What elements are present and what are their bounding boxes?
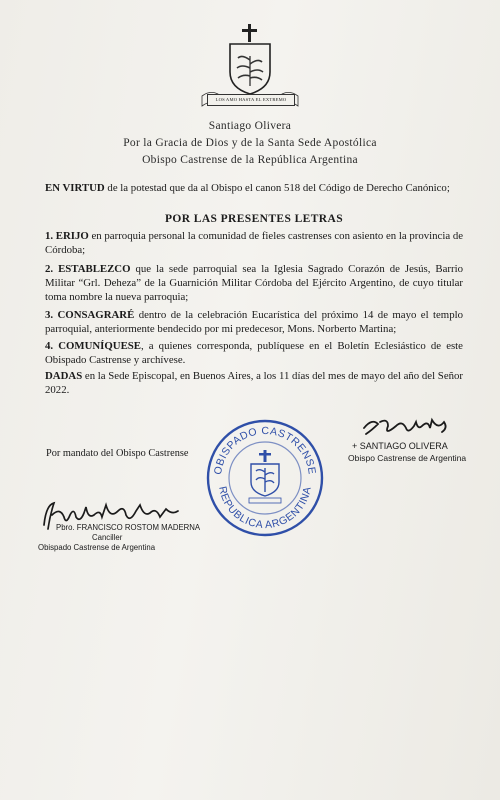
item-lead: 1. ERIJO	[45, 230, 89, 242]
intro-text: de la potestad que da al Obispo el canon 518 del Código de Derecho Canónico;	[104, 182, 450, 194]
seal-bottom-text: REPUBLICA ARGENTINA	[216, 485, 314, 532]
item-lead: 3. CONSAGRARÉ	[45, 309, 135, 321]
official-seal-icon	[205, 418, 325, 538]
item-text: en parroquia personal la comunidad de fieles castrenses con asiento en la provincia de Córdoba;	[45, 230, 464, 256]
decree-item-4	[45, 339, 463, 367]
decree-item-3	[45, 308, 463, 336]
closing-paragraph	[45, 369, 463, 397]
bishop-title-line: Por la Gracia de Dios y de la Santa Sede Apostólica	[123, 137, 377, 149]
seal-top-text: OBISPADO CASTRENSE	[212, 424, 318, 476]
bishop-name: Santiago Olivera	[208, 120, 292, 132]
section-title: POR LAS PRESENTES LETRAS	[165, 213, 343, 225]
closing-text: en la Sede Episcopal, en Buenos Aires, a los 11 días del mes de mayo del año del Señor 2022.	[45, 370, 463, 396]
decree-item-1	[45, 229, 463, 257]
decree-item-2	[45, 262, 463, 304]
intro-lead: EN VIRTUD	[45, 182, 105, 194]
intro-paragraph	[45, 181, 463, 195]
bishop-signature-name: + SANTIAGO OLIVERA	[352, 441, 448, 451]
chancellor-role: Canciller	[92, 533, 123, 542]
bishop-signature-title: Obispo Castrense de Argentina	[348, 453, 467, 463]
closing-lead: DADAS	[45, 370, 83, 382]
item-text: que la sede parroquial sea la Iglesia Sagrado Corazón de Jesús, Barrio Militar “Grl. Deheza” de la Guarnición Militar Córdoba del Ejército Argentino, de cuyo titular toma nombre la nueva parroquia;	[45, 263, 463, 303]
crest-motto-ribbon: LOS AMO HASTA EL EXTREMO	[207, 94, 295, 106]
bishop-office-line: Obispo Castrense de la República Argentina	[142, 154, 358, 166]
item-lead: 2. ESTABLEZCO	[45, 263, 131, 275]
item-text: , a quienes corresponda, publíquese en el Boletín Eclesiástico de este Obispado Castrense y archívese.	[45, 340, 463, 366]
mandate-label: Por mandato del Obispo Castrense	[46, 448, 189, 459]
bishop-signature-icon	[358, 414, 458, 444]
item-text: dentro de la celebración Eucarística del próximo 14 de mayo el templo parroquial, anteriormente bendecido por mi predecesor, Mons. Norberto Martina;	[45, 309, 463, 335]
item-lead: 4. COMUNÍQUESE	[45, 340, 141, 352]
chancellor-office: Obispado Castrense de Argentina	[38, 543, 156, 552]
chancellor-name: Pbro. FRANCISCO ROSTOM MADERNA	[56, 523, 201, 532]
